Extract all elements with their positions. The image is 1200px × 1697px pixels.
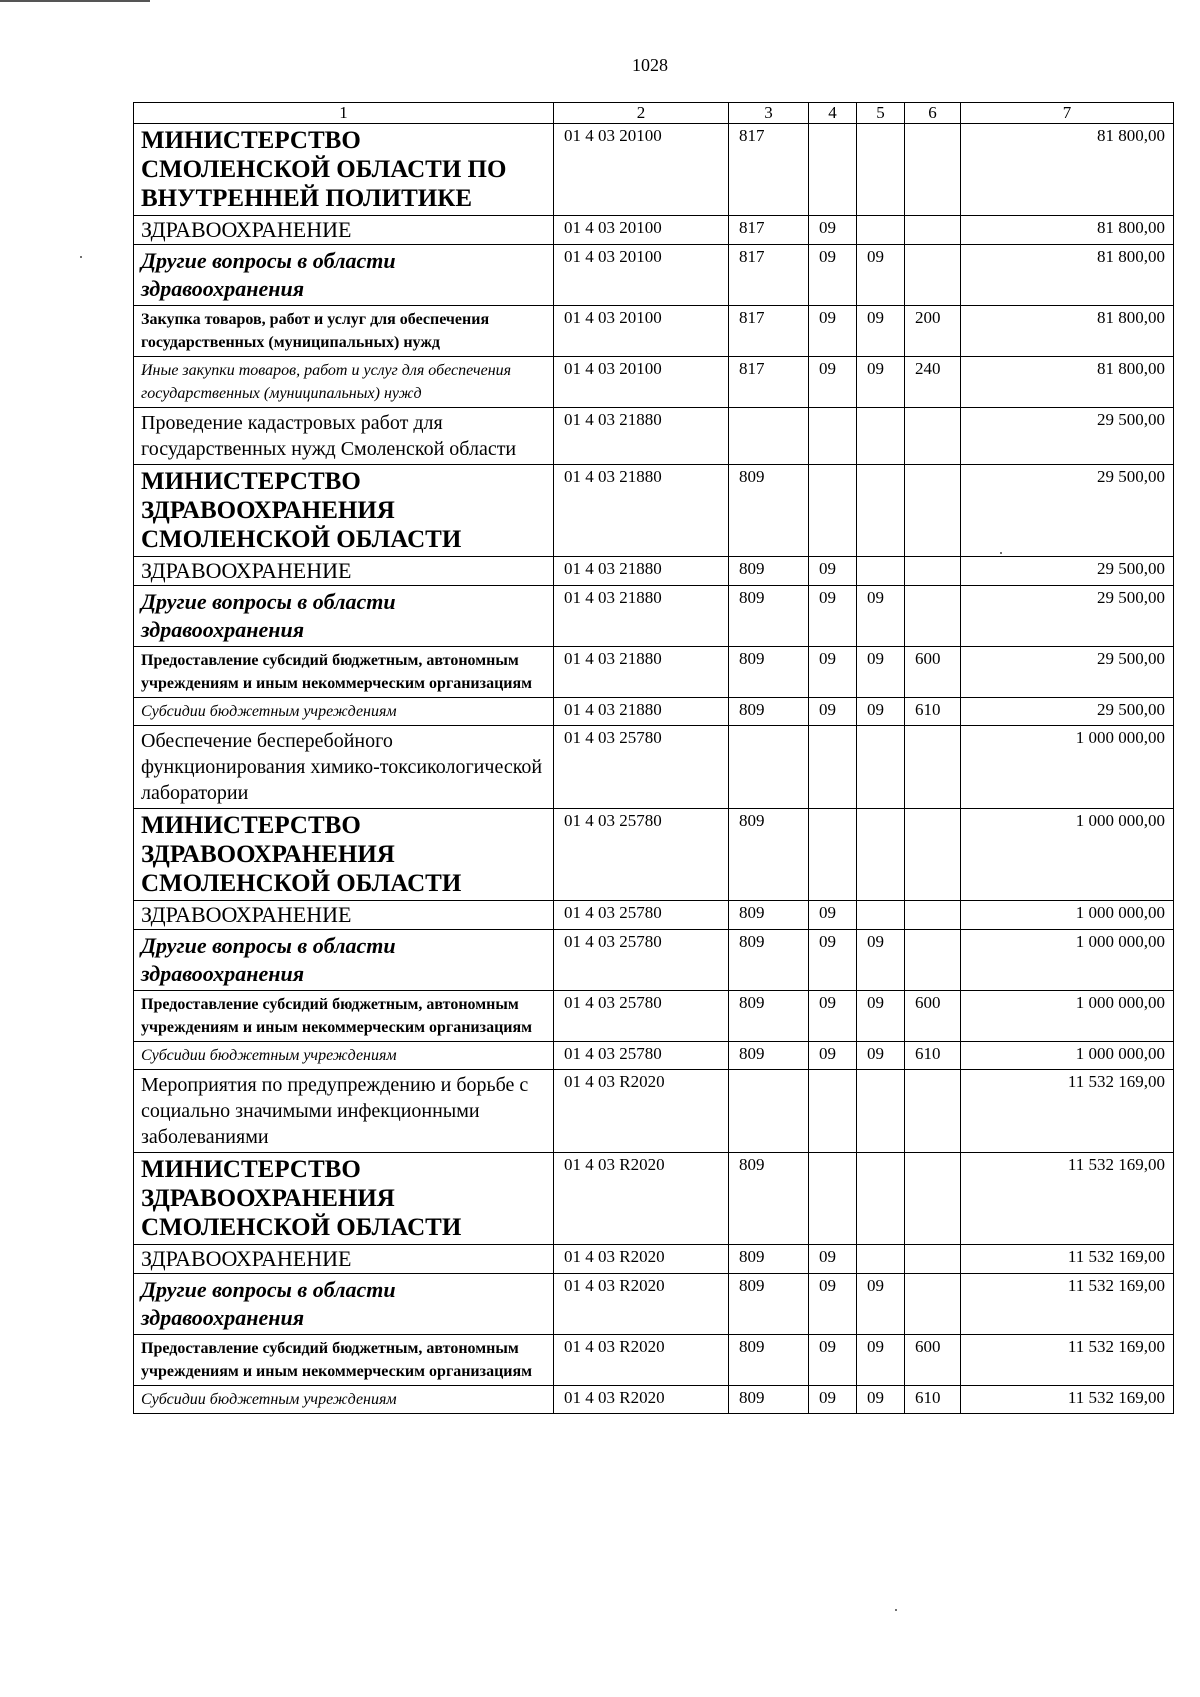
amount-cell: 29 500,00 — [961, 408, 1174, 465]
target-article-code-cell: 01 4 03 20100 — [554, 216, 729, 245]
expense-type-code-cell: 240 — [905, 357, 961, 408]
subsection-code-cell — [857, 465, 905, 557]
expense-type-code-cell: 600 — [905, 647, 961, 698]
expense-type-code-cell — [905, 216, 961, 245]
item-name-cell: Закупка товаров, работ и услуг для обеспечения государственных (муниципальных) нужд — [134, 306, 554, 357]
department-code-cell: 809 — [729, 586, 809, 647]
subsection-code-cell: 09 — [857, 930, 905, 991]
expense-type-code-cell — [905, 901, 961, 930]
section-code-cell: 09 — [809, 1274, 857, 1335]
section-code-cell: 09 — [809, 216, 857, 245]
expense-type-code-cell: 610 — [905, 1386, 961, 1414]
department-code-cell: 809 — [729, 465, 809, 557]
subsection-code-cell — [857, 408, 905, 465]
section-code-cell: 09 — [809, 1335, 857, 1386]
section-code-cell: 09 — [809, 586, 857, 647]
header-cell: 3 — [729, 103, 809, 124]
target-article-code-cell: 01 4 03 21880 — [554, 586, 729, 647]
item-name-cell: Предоставление субсидий бюджетным, автономным учреждениям и иным некоммерческим организациям — [134, 647, 554, 698]
amount-cell: 81 800,00 — [961, 124, 1174, 216]
department-code-cell: 809 — [729, 698, 809, 726]
target-article-code-cell: 01 4 03 R2020 — [554, 1386, 729, 1414]
expense-type-code-cell — [905, 809, 961, 901]
expense-type-code-cell — [905, 408, 961, 465]
target-article-code-cell: 01 4 03 25780 — [554, 991, 729, 1042]
section-code-cell — [809, 1070, 857, 1153]
item-name-cell: Другие вопросы в области здравоохранения — [134, 586, 554, 647]
section-code-cell: 09 — [809, 1245, 857, 1274]
table-row — [134, 1070, 1174, 1153]
target-article-code-cell: 01 4 03 20100 — [554, 124, 729, 216]
amount-cell: 1 000 000,00 — [961, 1042, 1174, 1070]
department-code-cell: 809 — [729, 1274, 809, 1335]
expense-type-code-cell — [905, 1274, 961, 1335]
table-row — [134, 726, 1174, 809]
target-article-code-cell: 01 4 03 25780 — [554, 1042, 729, 1070]
item-name-cell: Проведение кадастровых работ для государственных нужд Смоленской области — [134, 408, 554, 465]
expense-type-code-cell: 200 — [905, 306, 961, 357]
target-article-code-cell: 01 4 03 21880 — [554, 698, 729, 726]
item-name-cell: МИНИСТЕРСТВО ЗДРАВООХРАНЕНИЯ СМОЛЕНСКОЙ ОБЛАСТИ — [134, 1153, 554, 1245]
table-row — [134, 1245, 1174, 1274]
table-row — [134, 698, 1174, 726]
target-article-code-cell: 01 4 03 21880 — [554, 557, 729, 586]
department-code-cell — [729, 1070, 809, 1153]
target-article-code-cell: 01 4 03 R2020 — [554, 1274, 729, 1335]
amount-cell: 1 000 000,00 — [961, 991, 1174, 1042]
target-article-code-cell: 01 4 03 R2020 — [554, 1245, 729, 1274]
subsection-code-cell: 09 — [857, 1386, 905, 1414]
item-name-cell: ЗДРАВООХРАНЕНИЕ — [134, 901, 554, 930]
section-code-cell — [809, 1153, 857, 1245]
subsection-code-cell — [857, 124, 905, 216]
subsection-code-cell — [857, 901, 905, 930]
table-row — [134, 1274, 1174, 1335]
header-row — [134, 103, 1174, 124]
expense-type-code-cell — [905, 726, 961, 809]
header-cell: 4 — [809, 103, 857, 124]
item-name-cell: Обеспечение бесперебойного функционирования химико-токсикологической лаборатории — [134, 726, 554, 809]
expense-type-code-cell: 610 — [905, 698, 961, 726]
item-name-cell: Предоставление субсидий бюджетным, автономным учреждениям и иным некоммерческим организациям — [134, 991, 554, 1042]
table-row — [134, 408, 1174, 465]
section-code-cell: 09 — [809, 1386, 857, 1414]
subsection-code-cell — [857, 809, 905, 901]
item-name-cell: Другие вопросы в области здравоохранения — [134, 245, 554, 306]
subsection-code-cell: 09 — [857, 357, 905, 408]
expense-type-code-cell — [905, 930, 961, 991]
table-row — [134, 991, 1174, 1042]
target-article-code-cell: 01 4 03 20100 — [554, 306, 729, 357]
subsection-code-cell: 09 — [857, 647, 905, 698]
amount-cell: 81 800,00 — [961, 245, 1174, 306]
target-article-code-cell: 01 4 03 25780 — [554, 901, 729, 930]
section-code-cell: 09 — [809, 1042, 857, 1070]
subsection-code-cell — [857, 1245, 905, 1274]
department-code-cell: 817 — [729, 245, 809, 306]
department-code-cell: 817 — [729, 124, 809, 216]
subsection-code-cell — [857, 1153, 905, 1245]
item-name-cell: Субсидии бюджетным учреждениям — [134, 1042, 554, 1070]
subsection-code-cell — [857, 726, 905, 809]
department-code-cell: 809 — [729, 991, 809, 1042]
target-article-code-cell: 01 4 03 R2020 — [554, 1335, 729, 1386]
section-code-cell: 09 — [809, 647, 857, 698]
item-name-cell: Предоставление субсидий бюджетным, автономным учреждениям и иным некоммерческим организациям — [134, 1335, 554, 1386]
scan-speck — [80, 256, 82, 258]
table-row — [134, 557, 1174, 586]
amount-cell: 29 500,00 — [961, 465, 1174, 557]
header-cell: 7 — [961, 103, 1174, 124]
department-code-cell: 809 — [729, 930, 809, 991]
table-row — [134, 901, 1174, 930]
amount-cell: 11 532 169,00 — [961, 1274, 1174, 1335]
table-row — [134, 809, 1174, 901]
section-code-cell — [809, 408, 857, 465]
header-cell: 6 — [905, 103, 961, 124]
table-row — [134, 357, 1174, 408]
subsection-code-cell — [857, 216, 905, 245]
expense-type-code-cell: 600 — [905, 991, 961, 1042]
target-article-code-cell: 01 4 03 21880 — [554, 408, 729, 465]
amount-cell: 11 532 169,00 — [961, 1153, 1174, 1245]
section-code-cell — [809, 124, 857, 216]
item-name-cell: МИНИСТЕРСТВО ЗДРАВООХРАНЕНИЯ СМОЛЕНСКОЙ ОБЛАСТИ — [134, 809, 554, 901]
amount-cell: 11 532 169,00 — [961, 1245, 1174, 1274]
department-code-cell: 809 — [729, 557, 809, 586]
section-code-cell: 09 — [809, 245, 857, 306]
target-article-code-cell: 01 4 03 20100 — [554, 245, 729, 306]
expense-type-code-cell — [905, 245, 961, 306]
section-code-cell: 09 — [809, 306, 857, 357]
subsection-code-cell: 09 — [857, 698, 905, 726]
section-code-cell: 09 — [809, 930, 857, 991]
item-name-cell: Другие вопросы в области здравоохранения — [134, 1274, 554, 1335]
section-code-cell: 09 — [809, 557, 857, 586]
subsection-code-cell — [857, 557, 905, 586]
expense-type-code-cell: 600 — [905, 1335, 961, 1386]
amount-cell: 81 800,00 — [961, 357, 1174, 408]
amount-cell: 29 500,00 — [961, 557, 1174, 586]
department-code-cell — [729, 408, 809, 465]
department-code-cell: 817 — [729, 306, 809, 357]
expense-type-code-cell — [905, 557, 961, 586]
department-code-cell — [729, 726, 809, 809]
expense-type-code-cell — [905, 124, 961, 216]
subsection-code-cell: 09 — [857, 991, 905, 1042]
subsection-code-cell: 09 — [857, 245, 905, 306]
amount-cell: 11 532 169,00 — [961, 1335, 1174, 1386]
table-row — [134, 930, 1174, 991]
subsection-code-cell: 09 — [857, 1335, 905, 1386]
subsection-code-cell: 09 — [857, 1274, 905, 1335]
header-cell: 1 — [134, 103, 554, 124]
section-code-cell: 09 — [809, 991, 857, 1042]
target-article-code-cell: 01 4 03 R2020 — [554, 1070, 729, 1153]
budget-table — [133, 102, 1174, 1414]
subsection-code-cell — [857, 1070, 905, 1153]
page-number: 1028 — [632, 55, 668, 75]
table-row — [134, 124, 1174, 216]
scan-speck — [895, 1609, 897, 1611]
expense-type-code-cell — [905, 586, 961, 647]
department-code-cell: 809 — [729, 1386, 809, 1414]
target-article-code-cell: 01 4 03 21880 — [554, 465, 729, 557]
table-row — [134, 586, 1174, 647]
item-name-cell: ЗДРАВООХРАНЕНИЕ — [134, 216, 554, 245]
table-row — [134, 1153, 1174, 1245]
item-name-cell: МИНИСТЕРСТВО ЗДРАВООХРАНЕНИЯ СМОЛЕНСКОЙ ОБЛАСТИ — [134, 465, 554, 557]
section-code-cell: 09 — [809, 357, 857, 408]
subsection-code-cell: 09 — [857, 586, 905, 647]
amount-cell: 1 000 000,00 — [961, 809, 1174, 901]
department-code-cell: 809 — [729, 1153, 809, 1245]
amount-cell: 29 500,00 — [961, 698, 1174, 726]
header-cell: 5 — [857, 103, 905, 124]
amount-cell: 1 000 000,00 — [961, 901, 1174, 930]
department-code-cell: 809 — [729, 901, 809, 930]
table-row — [134, 1335, 1174, 1386]
table-row — [134, 306, 1174, 357]
table-row — [134, 1042, 1174, 1070]
expense-type-code-cell — [905, 1153, 961, 1245]
department-code-cell: 809 — [729, 1335, 809, 1386]
expense-type-code-cell — [905, 1245, 961, 1274]
department-code-cell: 809 — [729, 1042, 809, 1070]
table-row — [134, 647, 1174, 698]
target-article-code-cell: 01 4 03 21880 — [554, 647, 729, 698]
subsection-code-cell: 09 — [857, 306, 905, 357]
table-row — [134, 216, 1174, 245]
amount-cell: 1 000 000,00 — [961, 726, 1174, 809]
item-name-cell: ЗДРАВООХРАНЕНИЕ — [134, 1245, 554, 1274]
target-article-code-cell: 01 4 03 25780 — [554, 930, 729, 991]
amount-cell: 1 000 000,00 — [961, 930, 1174, 991]
scan-speck — [1000, 552, 1002, 554]
item-name-cell: ЗДРАВООХРАНЕНИЕ — [134, 557, 554, 586]
item-name-cell: Другие вопросы в области здравоохранения — [134, 930, 554, 991]
amount-cell: 11 532 169,00 — [961, 1386, 1174, 1414]
scan-edge-line — [0, 0, 150, 2]
target-article-code-cell: 01 4 03 20100 — [554, 357, 729, 408]
expense-type-code-cell — [905, 465, 961, 557]
department-code-cell: 817 — [729, 216, 809, 245]
item-name-cell: МИНИСТЕРСТВО СМОЛЕНСКОЙ ОБЛАСТИ ПО ВНУТРЕННЕЙ ПОЛИТИКЕ — [134, 124, 554, 216]
header-cell: 2 — [554, 103, 729, 124]
department-code-cell: 809 — [729, 1245, 809, 1274]
item-name-cell: Мероприятия по предупреждению и борьбе с социально значимыми инфекционными заболеваниями — [134, 1070, 554, 1153]
table-row — [134, 1386, 1174, 1414]
department-code-cell: 809 — [729, 809, 809, 901]
section-code-cell — [809, 465, 857, 557]
subsection-code-cell: 09 — [857, 1042, 905, 1070]
amount-cell: 81 800,00 — [961, 216, 1174, 245]
department-code-cell: 809 — [729, 647, 809, 698]
table-row — [134, 465, 1174, 557]
amount-cell: 81 800,00 — [961, 306, 1174, 357]
department-code-cell: 817 — [729, 357, 809, 408]
amount-cell: 29 500,00 — [961, 647, 1174, 698]
target-article-code-cell: 01 4 03 R2020 — [554, 1153, 729, 1245]
target-article-code-cell: 01 4 03 25780 — [554, 809, 729, 901]
section-code-cell: 09 — [809, 698, 857, 726]
section-code-cell: 09 — [809, 901, 857, 930]
section-code-cell — [809, 809, 857, 901]
amount-cell: 29 500,00 — [961, 586, 1174, 647]
target-article-code-cell: 01 4 03 25780 — [554, 726, 729, 809]
section-code-cell — [809, 726, 857, 809]
expense-type-code-cell: 610 — [905, 1042, 961, 1070]
item-name-cell: Субсидии бюджетным учреждениям — [134, 698, 554, 726]
item-name-cell: Иные закупки товаров, работ и услуг для обеспечения государственных (муниципальных) нужд — [134, 357, 554, 408]
table-row — [134, 245, 1174, 306]
expense-type-code-cell — [905, 1070, 961, 1153]
item-name-cell: Субсидии бюджетным учреждениям — [134, 1386, 554, 1414]
amount-cell: 11 532 169,00 — [961, 1070, 1174, 1153]
